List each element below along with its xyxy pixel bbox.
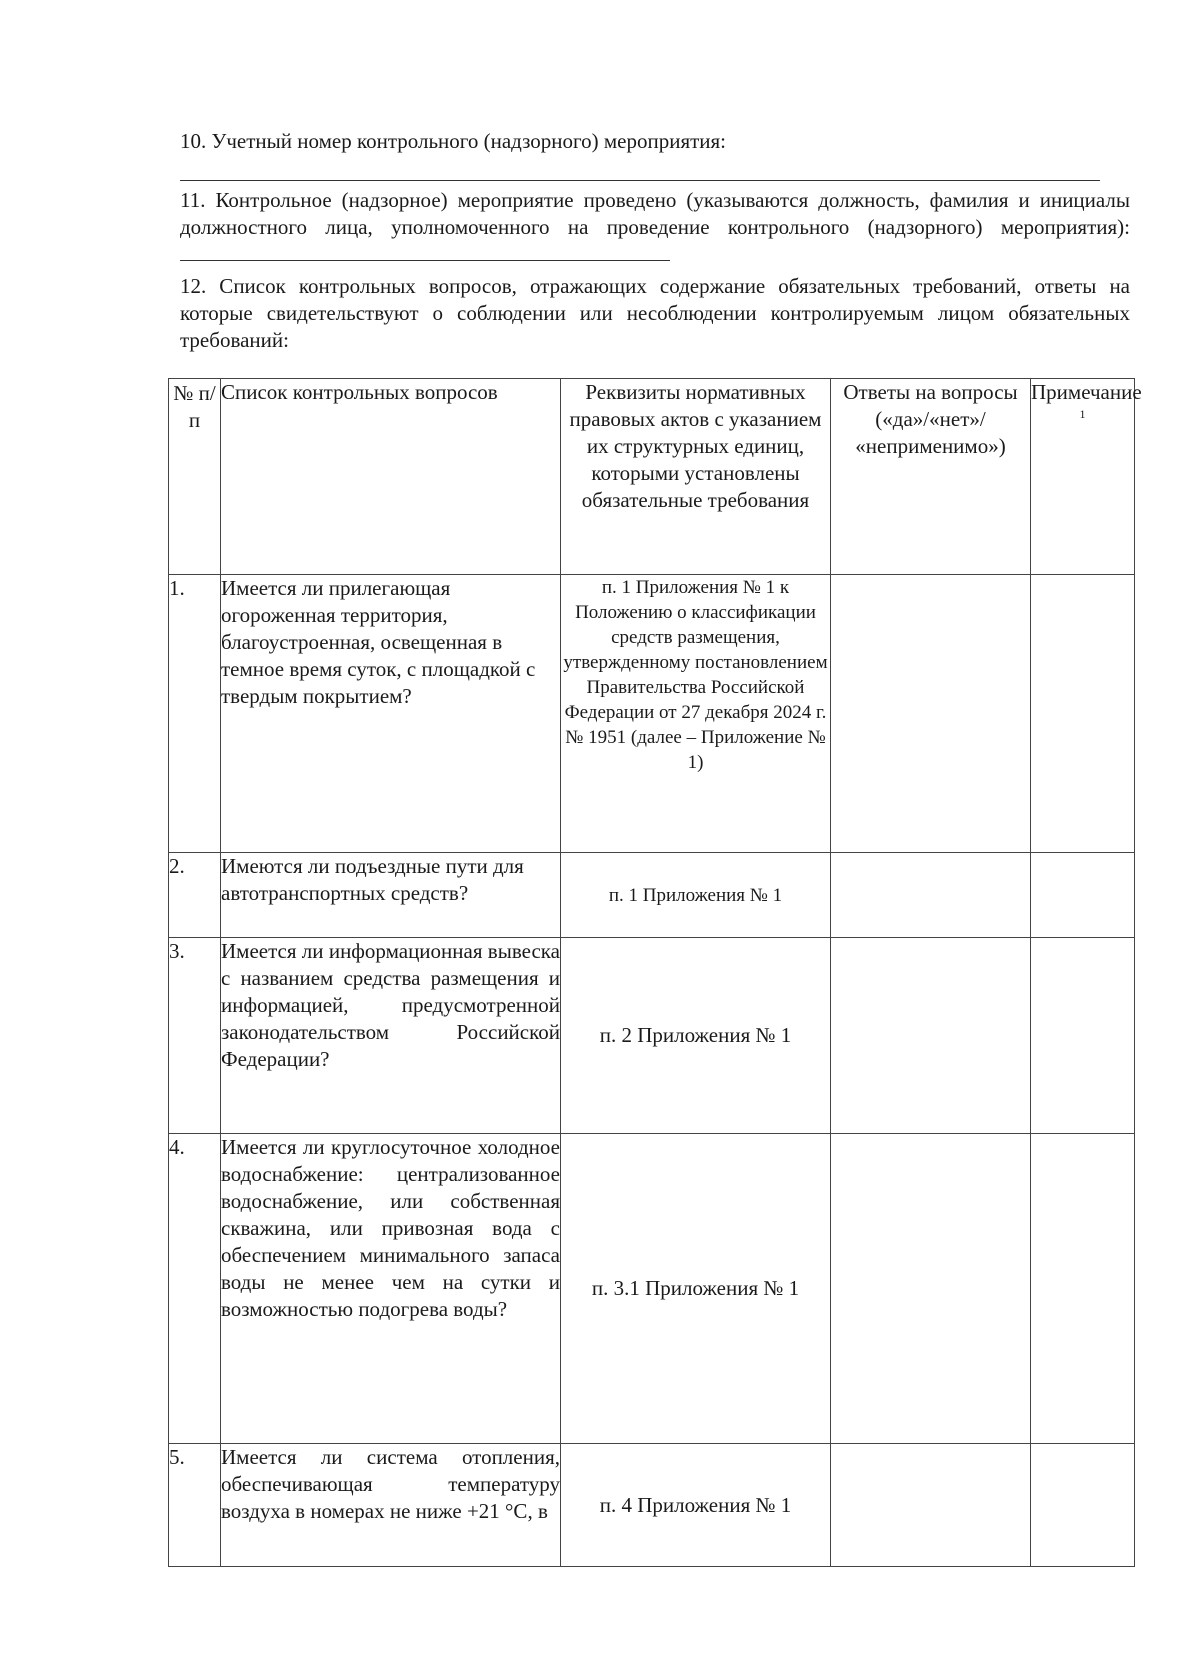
row-4-answer[interactable]	[831, 1134, 1031, 1444]
row-5-question: Имеется ли система отопления, обеспечивающая температуру воздуха в номерах не ниже +21 °C, в	[221, 1444, 561, 1567]
header-requisites-label: Реквизиты нормативных правовых актов с указанием их структурных единиц, которыми установлены обязательные требования	[569, 380, 822, 512]
table-row	[169, 938, 1135, 1134]
accounting-number-blank-line	[180, 180, 1100, 181]
row-3-requisites: п. 2 Приложения № 1	[561, 938, 831, 1134]
row-5-requisites: п. 4 Приложения № 1	[561, 1444, 831, 1567]
header-num-label: № п/п	[173, 381, 216, 432]
row-3-answer[interactable]	[831, 938, 1031, 1134]
table-header-row	[169, 379, 1135, 575]
section-10-text: 10. Учетный номер контрольного (надзорного) мероприятия:	[180, 129, 727, 153]
header-num	[169, 379, 221, 575]
header-note-label: Примечание	[1031, 380, 1142, 404]
header-question-label: Список контрольных вопросов	[221, 380, 498, 404]
footnote-marker: 1	[1079, 407, 1086, 421]
header-question	[221, 379, 561, 575]
row-5-num: 5.	[169, 1444, 221, 1567]
row-3-question: Имеется ли информационная вывеска с названием средства размещения и информацией, предусмотренной законодательством Российской Федерации?	[221, 938, 561, 1134]
table-row	[169, 1134, 1135, 1444]
header-answers	[831, 379, 1031, 575]
header-requisites	[561, 379, 831, 575]
row-4-num: 4.	[169, 1134, 221, 1444]
checklist-table	[168, 378, 1142, 1567]
row-2-requisites: п. 1 Приложения № 1	[561, 853, 831, 938]
row-3-note[interactable]	[1031, 938, 1135, 1134]
header-note	[1031, 379, 1142, 575]
section-11-text	[180, 187, 1130, 268]
header-answers-label: Ответы на вопросы («да»/«нет»/ «неприменимо»)	[843, 380, 1018, 458]
row-5-note[interactable]	[1031, 1444, 1135, 1567]
inspector-blank-line	[180, 241, 670, 261]
row-5-answer[interactable]	[831, 1444, 1031, 1567]
row-4-requisites: п. 3.1 Приложения № 1	[561, 1134, 831, 1444]
table-row	[169, 853, 1135, 938]
row-1-question: Имеется ли прилегающая огороженная территория, благоустроенная, освещенная в темное время суток, с площадкой с твердым покрытием?	[221, 575, 561, 853]
row-1-requisites: п. 1 Приложения № 1 к Положению о классификации средств размещения, утвержденному постановлением Правительства Российской Федерации от 27 декабря 2024 г. № 1951 (далее – Приложение № 1)	[561, 575, 831, 853]
section-12-text: 12. Список контрольных вопросов, отражающих содержание обязательных требований, ответы на которые свидетельствуют о соблюдении или несоблюдении контролируемым лицом обязательных требований:	[180, 274, 1130, 352]
row-4-question: Имеется ли круглосуточное холодное водоснабжение: централизованное водоснабжение, или собственная скважина, или привозная вода с обеспечением минимального запаса воды не менее чем на сутки и возможностью подогрева воды?	[221, 1134, 561, 1444]
row-4-note[interactable]	[1031, 1134, 1135, 1444]
table-row	[169, 575, 1135, 853]
row-3-num: 3.	[169, 938, 221, 1134]
row-1-answer[interactable]	[831, 575, 1031, 853]
section-11-body: 11. Контрольное (надзорное) мероприятие проведено (указываются должность, фамилия и инициалы должностного лица, уполномоченного на проведение контрольного (надзорного) мероприятия):	[180, 188, 1130, 239]
row-2-note[interactable]	[1031, 853, 1135, 938]
row-2-answer[interactable]	[831, 853, 1031, 938]
row-2-num: 2.	[169, 853, 221, 938]
table-row	[169, 1444, 1135, 1567]
row-1-note[interactable]	[1031, 575, 1135, 853]
row-2-question: Имеются ли подъездные пути для автотранспортных средств?	[221, 853, 561, 938]
row-1-num: 1.	[169, 575, 221, 853]
